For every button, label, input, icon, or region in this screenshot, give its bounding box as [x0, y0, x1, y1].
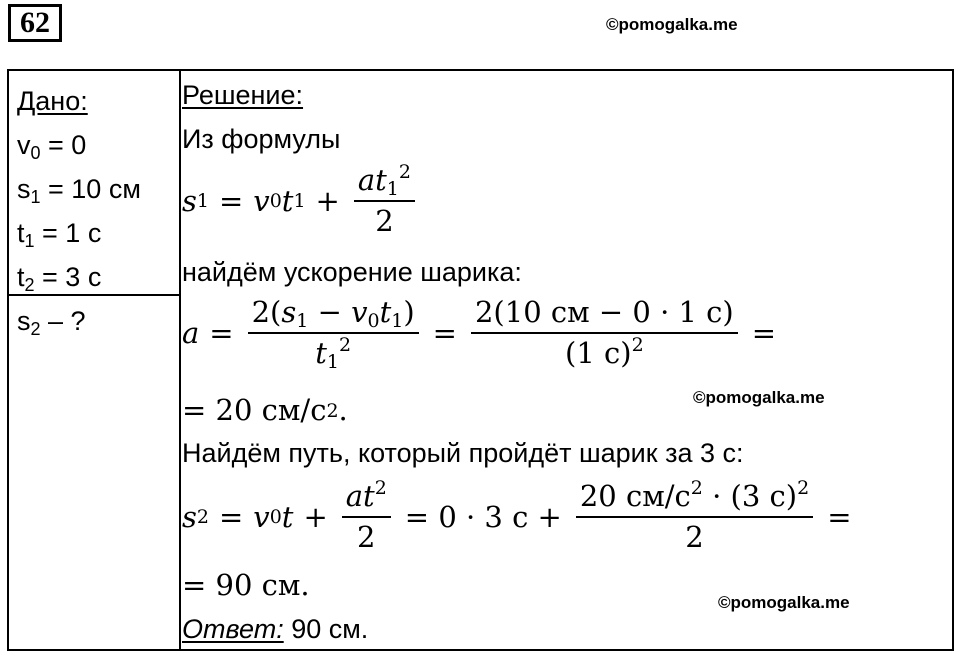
given-line-v0: $v_0 = 0$: [17, 130, 87, 163]
watermark-top: ©pomogalka.me: [606, 15, 738, 34]
formula-s2: s 2 = v 0 t + $\frac{at^2}{2}$ = 0 · 3 с + $\frac{20 см/с^2 \cdot (3 с)^2}{2}$ =: [182, 477, 852, 555]
result-acceleration: = 20 см/с 2 .: [182, 393, 348, 427]
answer-value: 90 см.: [283, 614, 369, 644]
given-line-t1: $t_1 = 1$ с: [17, 218, 102, 251]
answer-line: [182, 616, 368, 643]
task-number: 62: [20, 6, 50, 39]
solution-heading: Решение:: [182, 80, 304, 110]
solution-intro: Из формулы: [182, 124, 341, 154]
given-block: [17, 79, 141, 299]
solution-step2: Найдём путь, который пройдёт шарик за 3 с:: [182, 438, 744, 468]
task-number-badge: [8, 4, 62, 42]
column-divider: [179, 71, 181, 649]
given-line-s1: $s_1 = 10$ см: [17, 174, 141, 207]
fraction-path-numeric: $\frac{20 см/с^2 \cdot (3 с)^2}{2}$: [576, 480, 813, 555]
solution-step1: найдём ускорение шарика:: [182, 257, 522, 287]
fraction-at2-over-2: $\frac{at^2}{2}$: [342, 480, 391, 555]
answer-label: Ответ:: [182, 614, 284, 644]
result-path: = 90 см.: [182, 568, 310, 602]
formula-s1: s 1 = v 0 t 1 + $\frac{at_1^2}{2}$: [182, 164, 419, 239]
given-line-t2: $t_2 = 3$ с: [17, 262, 102, 295]
find-block: $s_2$ – ?: [17, 306, 86, 339]
fraction-acceleration-numeric: $\frac{2(10 см - 0 \cdot 1 с)}{(1 с)^2}$: [471, 296, 738, 371]
given-heading: Дано:: [17, 86, 88, 116]
watermark-bottom: ©pomogalka.me: [718, 593, 850, 612]
formula-a: a = $\frac{2(s_1 - v_0t_1)}{t_1^2}$ = $\frac{2(10 см - 0 \cdot 1 с)}{(1 с)^2}$ =: [182, 295, 777, 374]
fraction-acceleration-symbolic: $\frac{2(s_1 - v_0t_1)}{t_1^2}$: [248, 296, 419, 371]
watermark-middle: ©pomogalka.me: [693, 388, 825, 407]
fraction-at1-over-2: $\frac{at_1^2}{2}$: [354, 164, 415, 239]
